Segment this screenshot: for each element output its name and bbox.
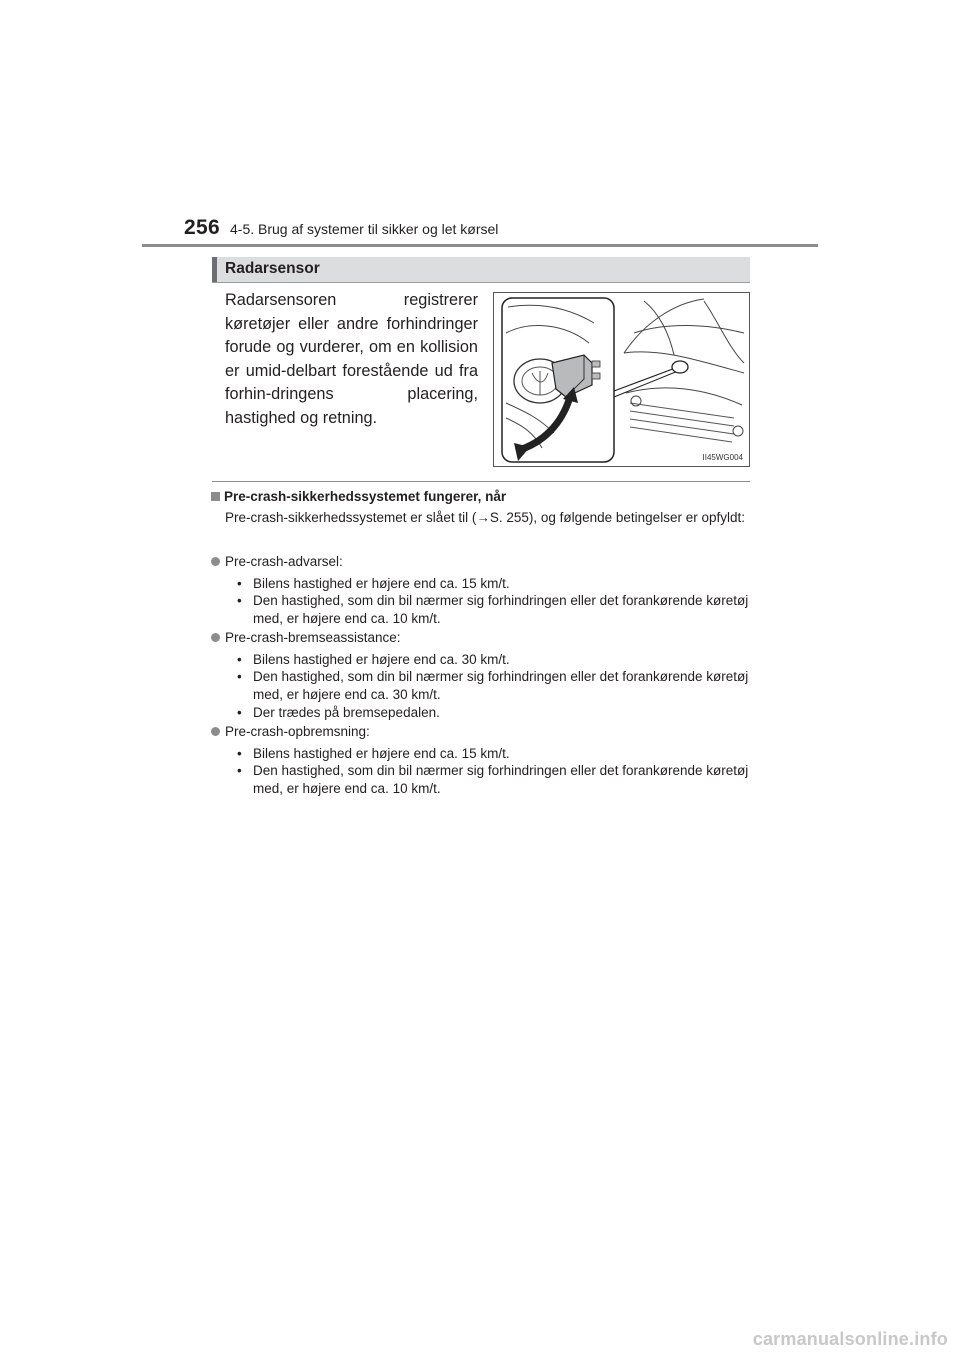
group-title: Pre-crash-advarsel: bbox=[225, 554, 343, 569]
condition-group-braking bbox=[211, 724, 370, 739]
section-intro: Radarsensoren registrerer køretøjer eller andre forhindringer forude og vurderer, om en kollision er umid-delbart forestående ud fra forhin-dringens placering, hastighed og retning. bbox=[225, 291, 478, 427]
round-bullet-icon bbox=[211, 557, 220, 566]
radar-sensor-figure bbox=[493, 292, 750, 467]
section-heading-bar bbox=[212, 257, 217, 282]
list-item: • Bilens hastighed er højere end ca. 15 km/t. bbox=[237, 746, 510, 761]
header-rule bbox=[142, 244, 818, 247]
square-bullet-icon bbox=[211, 492, 220, 501]
chapter-title: 4-5. Brug af systemer til sikker og let kørsel bbox=[230, 221, 499, 237]
list-item: • Der trædes på bremsepedalen. bbox=[237, 705, 440, 720]
round-bullet-icon bbox=[211, 633, 220, 642]
list-item: • Den hastighed, som din bil nærmer sig forhindringen eller det forankørende køretøj med, er højere end ca. 10 km/t. bbox=[237, 593, 749, 626]
section-divider bbox=[212, 481, 750, 482]
figure-code: II45WG004 bbox=[702, 453, 743, 462]
conditions-heading-text: Pre-crash-sikkerhedssystemet fungerer, når bbox=[224, 489, 507, 504]
conditions-heading bbox=[211, 489, 506, 504]
page-number: 256 bbox=[184, 216, 220, 239]
round-bullet-icon bbox=[211, 727, 220, 736]
section-title: Radarsensor bbox=[225, 260, 320, 277]
list-item: • Bilens hastighed er højere end ca. 30 km/t. bbox=[237, 652, 510, 667]
condition-group-warning bbox=[211, 554, 343, 569]
radar-sensor-illustration bbox=[494, 293, 749, 466]
section-heading bbox=[212, 257, 750, 283]
footer-watermark[interactable]: carmanualsonline.info bbox=[752, 1329, 948, 1349]
conditions-intro: Pre-crash-sikkerhedssystemet er slået til (→S. 255), og følgende betingelser er opfyldt: bbox=[225, 510, 745, 525]
group-title: Pre-crash-bremseassistance: bbox=[225, 630, 401, 645]
list-item: • Den hastighed, som din bil nærmer sig forhindringen eller det forankørende køretøj med, er højere end ca. 30 km/t. bbox=[237, 669, 749, 702]
condition-group-brake-assist bbox=[211, 630, 401, 645]
group-title: Pre-crash-opbremsning: bbox=[225, 724, 370, 739]
list-item: • Den hastighed, som din bil nærmer sig forhindringen eller det forankørende køretøj med, er højere end ca. 10 km/t. bbox=[237, 763, 749, 796]
list-item: • Bilens hastighed er højere end ca. 15 km/t. bbox=[237, 576, 510, 591]
